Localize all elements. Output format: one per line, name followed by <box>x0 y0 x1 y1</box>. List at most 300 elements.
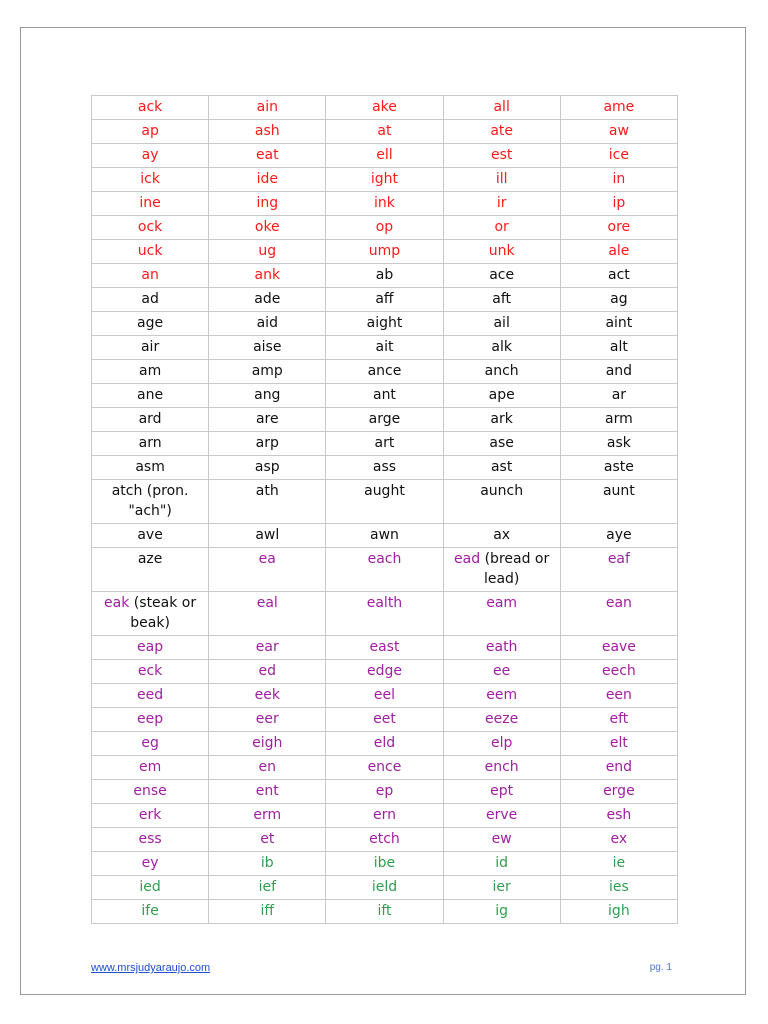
table-cell <box>560 360 677 384</box>
table-row <box>92 456 678 480</box>
rime-text: ay <box>141 147 159 163</box>
table-row <box>92 96 678 120</box>
table-cell <box>443 432 560 456</box>
rime-text: ex <box>610 831 628 847</box>
table-cell <box>560 828 677 852</box>
table-cell <box>443 264 560 288</box>
rime-text: arm <box>605 411 633 427</box>
rime-text: ab <box>375 267 394 283</box>
rime-text: et <box>260 831 275 847</box>
rime-text: ug <box>258 243 277 259</box>
table-cell <box>92 548 209 592</box>
table-cell <box>92 524 209 548</box>
table-cell <box>443 360 560 384</box>
rime-text: ang <box>254 387 281 403</box>
table-cell <box>560 480 677 524</box>
rime-text: aise <box>253 339 282 355</box>
rime-text: igh <box>608 903 630 919</box>
rime-text: eat <box>255 147 279 163</box>
table-cell <box>92 432 209 456</box>
table-cell <box>209 592 326 636</box>
rime-text: arge <box>368 411 401 427</box>
rime-text: erge <box>603 783 635 799</box>
table-cell <box>92 408 209 432</box>
table-cell <box>560 216 677 240</box>
table-cell <box>92 120 209 144</box>
table-cell <box>209 828 326 852</box>
rime-text: arn <box>138 435 162 451</box>
rime-text: ax <box>493 527 511 543</box>
rime-text: ink <box>374 195 395 211</box>
table-cell <box>560 524 677 548</box>
table-cell <box>443 592 560 636</box>
rime-text: ead <box>454 551 481 567</box>
rime-text: atch (pron. "ach") <box>111 483 189 519</box>
table-row <box>92 312 678 336</box>
rime-text: id <box>495 855 509 871</box>
rime-text: am <box>138 363 162 379</box>
rime-text: ade <box>254 291 281 307</box>
table-row <box>92 360 678 384</box>
table-cell <box>560 804 677 828</box>
table-cell <box>443 144 560 168</box>
table-row <box>92 660 678 684</box>
table-cell <box>209 432 326 456</box>
rime-text: ealth <box>366 595 403 611</box>
table-cell <box>443 168 560 192</box>
table-row <box>92 432 678 456</box>
rime-text: ate <box>490 123 513 139</box>
table-cell <box>326 524 443 548</box>
rime-text: ier <box>492 879 511 895</box>
rime-text: ar <box>611 387 627 403</box>
rime-text: ew <box>491 831 512 847</box>
table-cell <box>443 408 560 432</box>
table-row <box>92 548 678 592</box>
table-cell <box>326 264 443 288</box>
rime-text: aunt <box>602 483 635 499</box>
table-cell <box>443 548 560 592</box>
table-cell <box>92 144 209 168</box>
table-cell <box>209 240 326 264</box>
table-cell <box>443 660 560 684</box>
table-cell <box>443 216 560 240</box>
rime-text: ed <box>258 663 277 679</box>
rime-text: eek <box>254 687 280 703</box>
table-cell <box>209 168 326 192</box>
rime-text: ast <box>490 459 513 475</box>
rime-text: eep <box>137 711 164 727</box>
table-cell <box>92 804 209 828</box>
table-cell <box>443 804 560 828</box>
table-cell <box>326 684 443 708</box>
rime-text: all <box>493 99 510 115</box>
rime-text: eft <box>609 711 629 727</box>
table-cell <box>443 636 560 660</box>
rime-text: erk <box>138 807 162 823</box>
rime-text: air <box>140 339 160 355</box>
table-row <box>92 144 678 168</box>
table-cell <box>443 456 560 480</box>
table-cell <box>560 660 677 684</box>
table-row <box>92 264 678 288</box>
rime-text: ept <box>490 783 514 799</box>
table-cell <box>209 288 326 312</box>
table-cell <box>92 636 209 660</box>
rime-text: eaf <box>607 551 630 567</box>
rime-text: uck <box>137 243 163 259</box>
table-cell <box>209 636 326 660</box>
table-cell <box>326 168 443 192</box>
table-row <box>92 168 678 192</box>
rime-text: ie <box>612 855 626 871</box>
table-cell <box>326 384 443 408</box>
table-cell <box>560 384 677 408</box>
table-cell <box>326 288 443 312</box>
table-cell <box>209 312 326 336</box>
table-cell <box>443 852 560 876</box>
table-cell <box>326 592 443 636</box>
rime-text: ine <box>139 195 161 211</box>
rime-text: eet <box>373 711 396 727</box>
rime-text: ig <box>495 903 509 919</box>
rime-text: anch <box>484 363 519 379</box>
rime-text: ence <box>367 759 402 775</box>
table-cell <box>326 660 443 684</box>
rime-text: unk <box>488 243 515 259</box>
table-cell <box>326 144 443 168</box>
rime-text: eal <box>256 595 278 611</box>
table-row <box>92 804 678 828</box>
table-cell <box>209 120 326 144</box>
table-cell <box>209 192 326 216</box>
table-cell <box>92 312 209 336</box>
table-cell <box>326 852 443 876</box>
rime-text: eap <box>137 639 164 655</box>
table-cell <box>560 288 677 312</box>
table-cell <box>92 660 209 684</box>
table-cell <box>92 168 209 192</box>
table-cell <box>209 900 326 924</box>
rime-text: an <box>141 267 159 283</box>
rime-text: aft <box>492 291 512 307</box>
table-cell <box>326 548 443 592</box>
rime-text: eam <box>486 595 518 611</box>
table-cell <box>560 708 677 732</box>
table-cell <box>92 852 209 876</box>
rime-text: (steak or beak) <box>129 595 197 631</box>
table-cell <box>209 360 326 384</box>
table-row <box>92 120 678 144</box>
table-cell <box>92 592 209 636</box>
rime-text: ense <box>133 783 167 799</box>
rime-text: ance <box>367 363 402 379</box>
table-cell <box>560 144 677 168</box>
table-cell <box>92 360 209 384</box>
rime-text: eg <box>141 735 159 751</box>
table-cell <box>209 384 326 408</box>
rime-text: ame <box>603 99 635 115</box>
rime-text: and <box>605 363 633 379</box>
rime-text: ea <box>258 551 276 567</box>
rime-text: ard <box>138 411 162 427</box>
table-cell <box>92 240 209 264</box>
rime-text: ait <box>375 339 394 355</box>
table-cell <box>560 192 677 216</box>
rime-text: awn <box>370 527 399 543</box>
rime-text: ank <box>254 267 281 283</box>
rime-text: ark <box>490 411 513 427</box>
rime-text: ain <box>256 99 278 115</box>
table-cell <box>443 480 560 524</box>
rime-text: ib <box>260 855 274 871</box>
rime-text: awl <box>255 527 280 543</box>
table-cell <box>209 524 326 548</box>
table-cell <box>560 900 677 924</box>
rime-text: ail <box>493 315 510 331</box>
table-cell <box>326 876 443 900</box>
table-row <box>92 756 678 780</box>
table-cell <box>326 828 443 852</box>
table-cell <box>92 684 209 708</box>
table-cell <box>560 852 677 876</box>
rime-text: ip <box>612 195 626 211</box>
table-cell <box>92 756 209 780</box>
table-row <box>92 192 678 216</box>
table-cell <box>443 684 560 708</box>
rimes-table <box>91 95 678 924</box>
table-cell <box>443 524 560 548</box>
table-row <box>92 900 678 924</box>
rime-text: ice <box>608 147 629 163</box>
rime-text: eem <box>486 687 518 703</box>
table-row <box>92 240 678 264</box>
table-cell <box>92 456 209 480</box>
website-link[interactable]: www.mrsjudyaraujo.com <box>91 962 211 974</box>
table-cell <box>326 780 443 804</box>
table-cell <box>560 456 677 480</box>
table-cell <box>209 684 326 708</box>
table-cell <box>443 708 560 732</box>
table-cell <box>560 592 677 636</box>
table-cell <box>560 684 677 708</box>
table-cell <box>92 900 209 924</box>
rime-text: elt <box>609 735 628 751</box>
table-cell <box>443 732 560 756</box>
table-cell <box>92 780 209 804</box>
table-cell <box>326 96 443 120</box>
rime-text: elp <box>490 735 513 751</box>
rime-text: ift <box>377 903 392 919</box>
rime-text: ace <box>489 267 515 283</box>
rime-text: ight <box>370 171 399 187</box>
table-cell <box>209 336 326 360</box>
rime-text: eath <box>485 639 518 655</box>
rime-text: art <box>374 435 395 451</box>
table-cell <box>209 144 326 168</box>
rime-text: aunch <box>480 483 524 499</box>
rime-text: op <box>375 219 394 235</box>
table-cell <box>326 708 443 732</box>
rime-text: ern <box>372 807 396 823</box>
table-row <box>92 684 678 708</box>
table-cell <box>560 432 677 456</box>
table-cell <box>92 708 209 732</box>
table-cell <box>209 408 326 432</box>
table-row <box>92 828 678 852</box>
table-cell <box>326 240 443 264</box>
rime-text: aff <box>375 291 394 307</box>
rime-text: ear <box>255 639 279 655</box>
table-cell <box>209 804 326 828</box>
table-row <box>92 524 678 548</box>
table-cell <box>209 216 326 240</box>
table-row <box>92 636 678 660</box>
rime-text: ing <box>256 195 279 211</box>
table-cell <box>326 312 443 336</box>
rime-text: eeze <box>485 711 519 727</box>
table-cell <box>209 876 326 900</box>
rime-text: ase <box>489 435 514 451</box>
rime-text: aint <box>605 315 633 331</box>
rime-text: eech <box>601 663 636 679</box>
table-cell <box>560 780 677 804</box>
table-cell <box>560 312 677 336</box>
rime-text: ill <box>495 171 508 187</box>
rime-text: iff <box>260 903 275 919</box>
rime-text: ap <box>141 123 159 139</box>
rime-text: eel <box>373 687 396 703</box>
rime-text: ied <box>139 879 161 895</box>
rime-text: end <box>605 759 633 775</box>
rime-text: age <box>137 315 164 331</box>
table-cell <box>326 432 443 456</box>
rime-text: arp <box>255 435 279 451</box>
table-cell <box>560 120 677 144</box>
table-cell <box>209 548 326 592</box>
rime-text: ent <box>255 783 279 799</box>
table-cell <box>326 636 443 660</box>
table-cell <box>326 456 443 480</box>
table-cell <box>209 96 326 120</box>
table-row <box>92 876 678 900</box>
rime-text: edge <box>366 663 402 679</box>
rime-text: each <box>367 551 402 567</box>
rime-text: ag <box>610 291 628 307</box>
rime-text: aw <box>608 123 629 139</box>
rime-text: alk <box>491 339 512 355</box>
table-row <box>92 336 678 360</box>
table-cell <box>560 336 677 360</box>
rime-text: ick <box>140 171 160 187</box>
rime-text: ave <box>137 527 163 543</box>
table-cell <box>560 96 677 120</box>
table-cell <box>443 900 560 924</box>
rime-text: act <box>607 267 630 283</box>
rime-text: ield <box>371 879 398 895</box>
rime-text: em <box>138 759 162 775</box>
table-cell <box>92 828 209 852</box>
table-cell <box>560 876 677 900</box>
rime-text: eak <box>104 595 130 611</box>
rime-text: ell <box>376 147 393 163</box>
rime-text: aught <box>364 483 405 499</box>
rime-text: ake <box>372 99 397 115</box>
rime-text: eld <box>373 735 396 751</box>
rime-text: ump <box>368 243 401 259</box>
table-cell <box>443 288 560 312</box>
rime-text: ack <box>137 99 163 115</box>
table-cell <box>92 876 209 900</box>
table-cell <box>326 756 443 780</box>
table-cell <box>326 480 443 524</box>
table-cell <box>326 360 443 384</box>
table-cell <box>92 336 209 360</box>
table-cell <box>209 732 326 756</box>
rime-text: ath <box>255 483 279 499</box>
rime-text: ies <box>608 879 629 895</box>
table-cell <box>443 120 560 144</box>
table-cell <box>443 780 560 804</box>
table-row <box>92 708 678 732</box>
rime-text: ock <box>137 219 163 235</box>
rimes-table-body <box>92 96 678 924</box>
rime-text: aight <box>366 315 403 331</box>
rime-text: east <box>369 639 400 655</box>
table-cell <box>326 900 443 924</box>
table-cell <box>209 264 326 288</box>
table-cell <box>326 336 443 360</box>
table-cell <box>92 480 209 524</box>
rime-text: asp <box>254 459 280 475</box>
rime-text: eigh <box>252 735 283 751</box>
rime-text: esh <box>606 807 632 823</box>
rime-text: ass <box>372 459 397 475</box>
rime-text: ief <box>258 879 276 895</box>
rime-text: ee <box>493 663 511 679</box>
table-cell <box>443 336 560 360</box>
rime-text: alt <box>609 339 628 355</box>
table-cell <box>209 660 326 684</box>
rime-text: ash <box>254 123 280 139</box>
table-row <box>92 480 678 524</box>
table-cell <box>443 192 560 216</box>
rime-text: eck <box>137 663 163 679</box>
rime-text: aye <box>606 527 632 543</box>
rime-text: oke <box>254 219 280 235</box>
table-cell <box>326 192 443 216</box>
rime-text: ess <box>138 831 162 847</box>
rime-text: eer <box>255 711 279 727</box>
page-number: pg. 1 <box>649 962 672 973</box>
table-cell <box>209 456 326 480</box>
table-cell <box>92 384 209 408</box>
rime-text: etch <box>369 831 400 847</box>
table-cell <box>326 216 443 240</box>
table-cell <box>209 708 326 732</box>
table-row <box>92 732 678 756</box>
table-cell <box>560 168 677 192</box>
rime-text: or <box>494 219 509 235</box>
rime-text: ean <box>605 595 632 611</box>
table-cell <box>92 732 209 756</box>
table-cell <box>92 216 209 240</box>
rime-text: amp <box>251 363 283 379</box>
table-cell <box>92 288 209 312</box>
rime-text: erm <box>253 807 282 823</box>
rime-text: eave <box>601 639 636 655</box>
table-cell <box>92 264 209 288</box>
